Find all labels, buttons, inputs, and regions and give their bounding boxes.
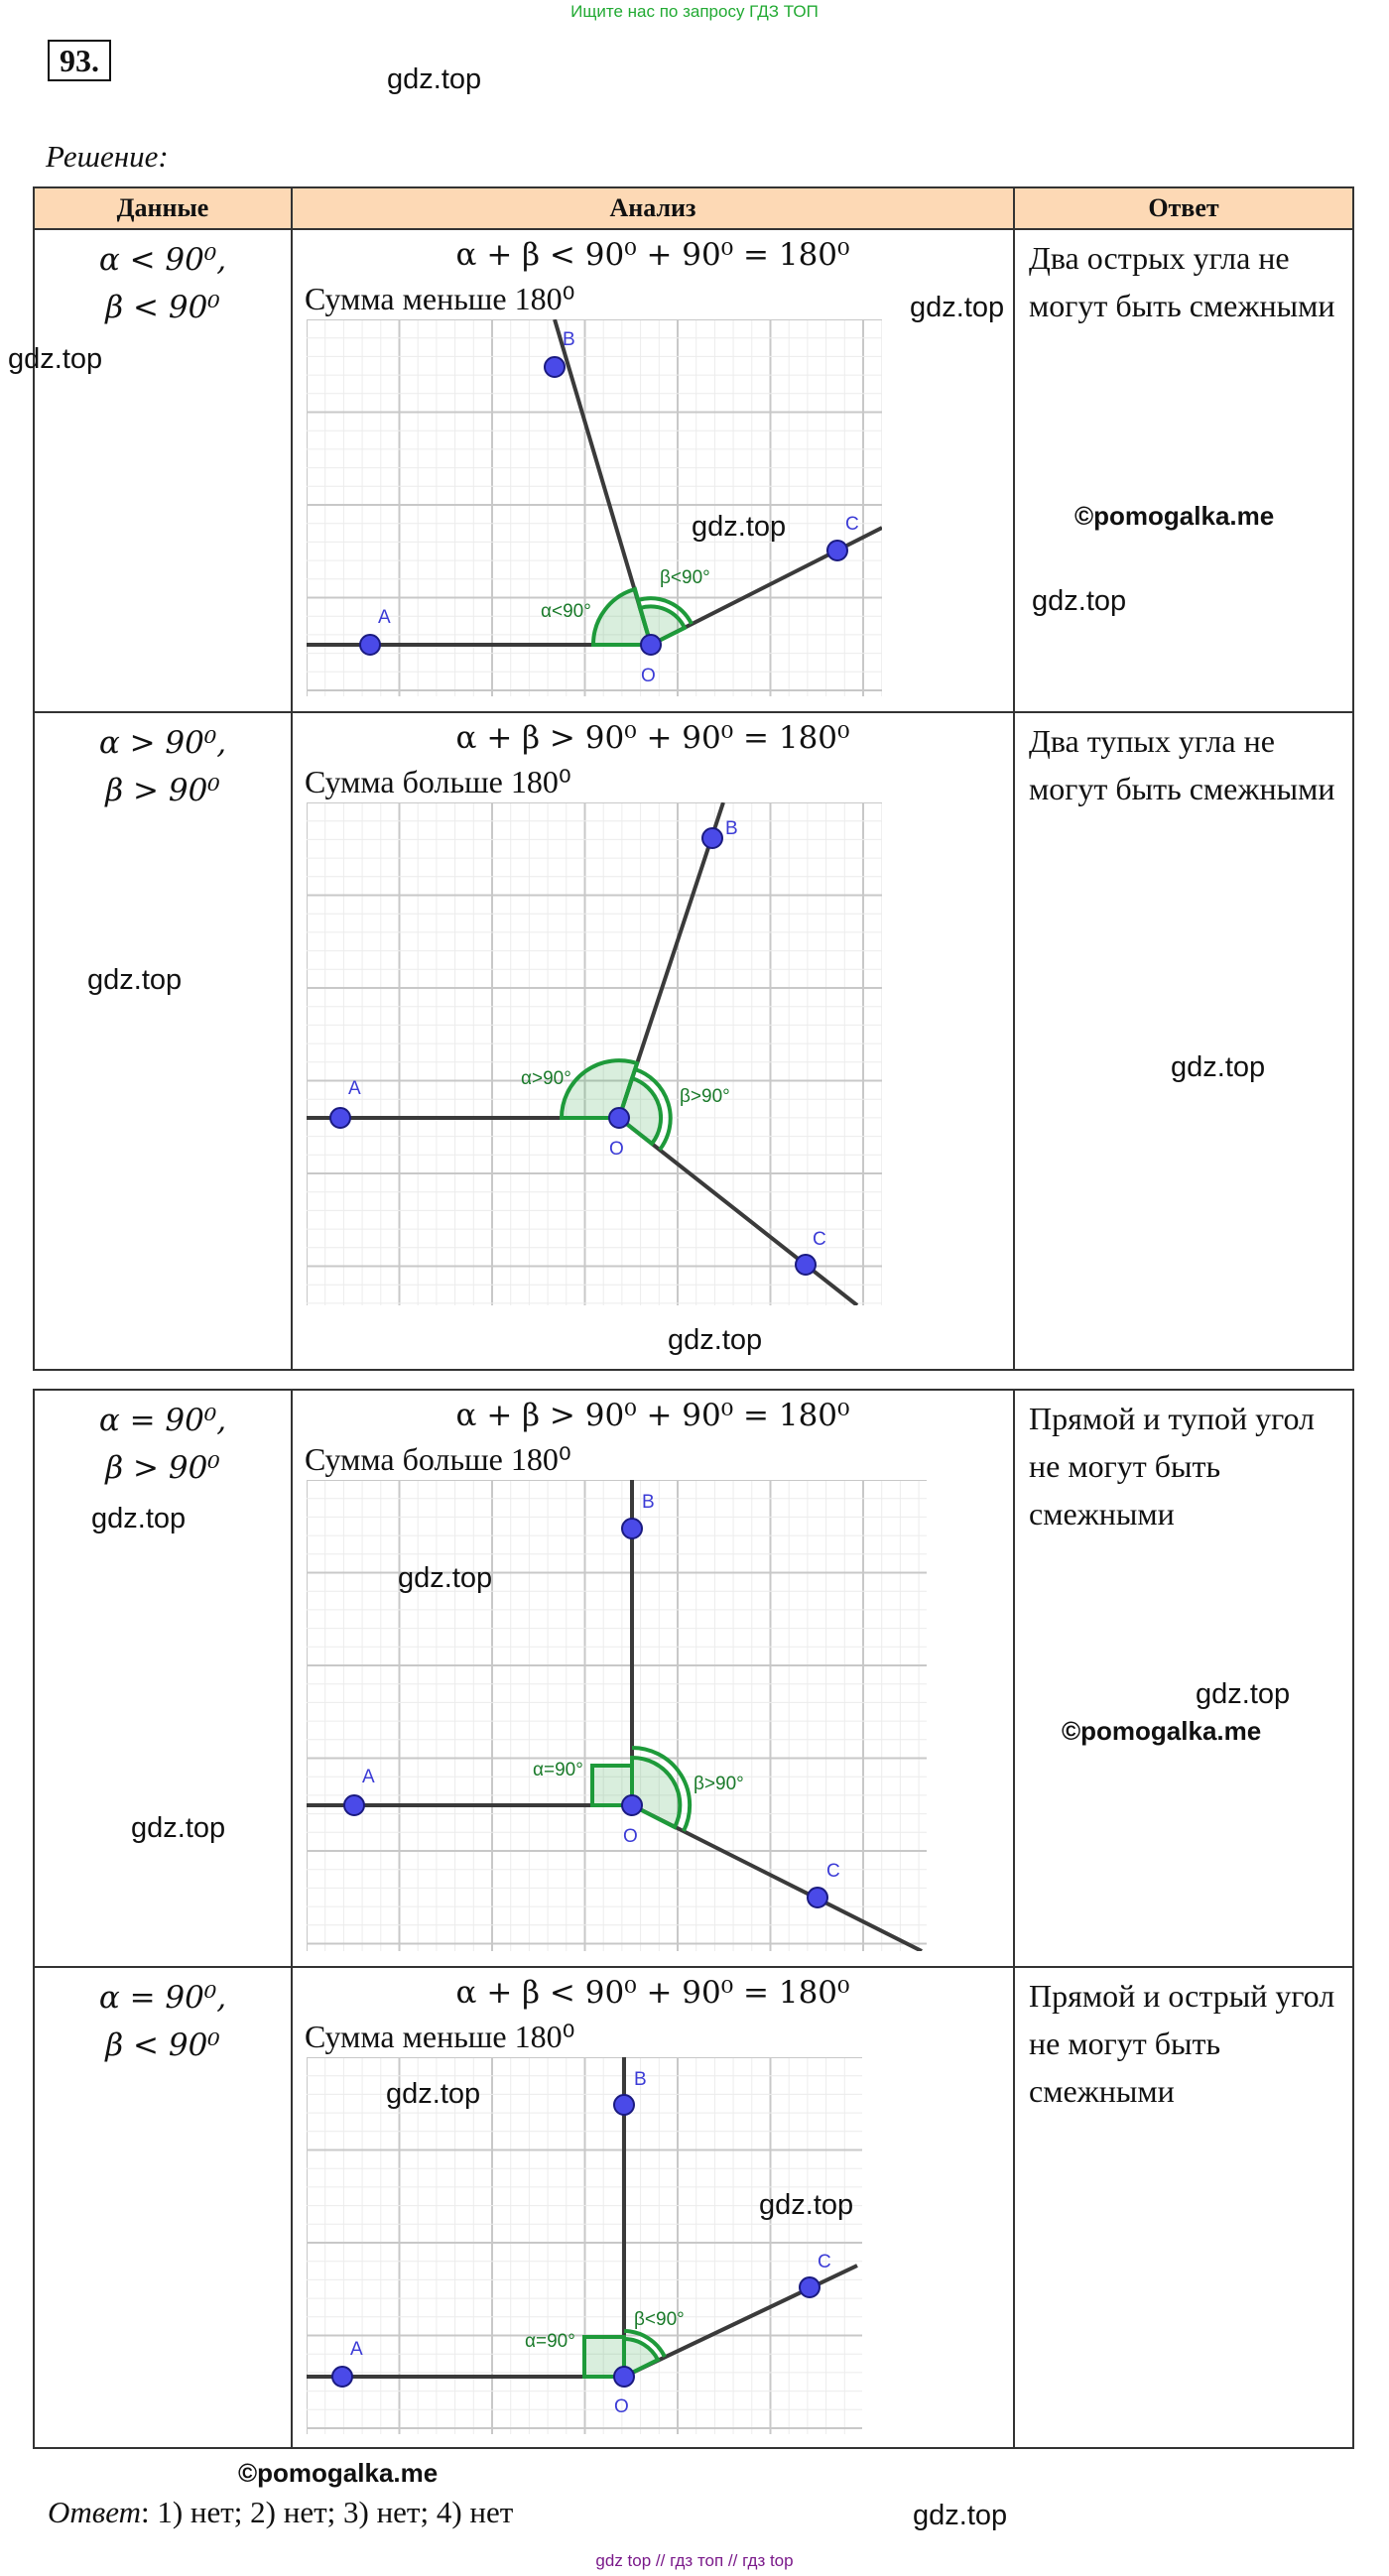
sum-text: Сумма меньше 180⁰	[305, 2019, 575, 2054]
watermark-gdz: gdz.top	[398, 1562, 493, 1594]
condition-alpha: α = 90⁰,	[98, 1403, 227, 1438]
answer-text: Два острых угла не могут быть смежными	[1029, 240, 1335, 323]
beta-label: β>90°	[694, 1774, 744, 1794]
point-b	[702, 828, 722, 848]
watermark-gdz: gdz.top	[759, 2189, 854, 2221]
watermark-gdz: gdz.top	[131, 1812, 226, 1844]
condition-beta: β > 90⁰	[105, 773, 220, 808]
angle-diagram-4	[307, 2057, 862, 2434]
answer-cell	[1014, 1967, 1353, 2448]
watermark-gdz: gdz.top	[386, 2078, 481, 2110]
point-o	[622, 1795, 642, 1815]
ray-oc	[619, 1118, 857, 1305]
sum-text: Сумма больше 180⁰	[305, 1441, 571, 1477]
grid-background	[307, 802, 882, 1305]
point-c	[808, 1888, 827, 1907]
beta-label: β>90°	[680, 1086, 730, 1107]
condition-beta: β < 90⁰	[105, 290, 220, 325]
point-o	[614, 2367, 634, 2387]
point-c	[827, 541, 847, 560]
beta-label: β<90°	[660, 567, 710, 588]
header-analysis: Анализ	[292, 187, 1014, 229]
label-b: B	[634, 2069, 647, 2090]
formula: α + β < 90⁰ + 90⁰ = 180⁰	[455, 1975, 850, 2011]
header-data: Данные	[34, 187, 292, 229]
beta-arc	[632, 1758, 680, 1827]
point-o	[641, 635, 661, 655]
formula: α + β > 90⁰ + 90⁰ = 180⁰	[455, 1398, 850, 1433]
label-o: O	[623, 1826, 638, 1847]
label-a: A	[378, 607, 391, 628]
angle-diagram-1	[307, 319, 882, 696]
answer-text: Прямой и острый угол не могут быть смежными	[1029, 1978, 1335, 2109]
answer-cell	[1014, 1390, 1353, 1967]
analysis-cell	[292, 1390, 1014, 1967]
label-a: A	[348, 1078, 361, 1099]
watermark-pomogalka: ©pomogalka.me	[238, 2458, 439, 2488]
watermark-gdz: gdz.top	[8, 343, 103, 375]
sum-text: Сумма больше 180⁰	[305, 764, 571, 799]
solution-table-2	[33, 1389, 1354, 2449]
alpha-label: α>90°	[521, 1068, 571, 1089]
point-b	[614, 2095, 634, 2115]
point-b	[622, 1519, 642, 1538]
watermark-gdz: gdz.top	[387, 63, 482, 95]
analysis-cell	[292, 229, 1014, 712]
point-o	[609, 1108, 629, 1128]
point-b	[545, 357, 565, 377]
alpha-label: α=90°	[525, 2331, 575, 2352]
label-c: C	[845, 514, 859, 535]
angle-diagram-2	[307, 802, 882, 1305]
watermark-gdz: gdz.top	[1032, 585, 1127, 617]
point-c	[800, 2277, 820, 2297]
label-a: A	[362, 1767, 375, 1787]
label-o: O	[609, 1139, 624, 1160]
condition-alpha: α < 90⁰,	[98, 242, 227, 278]
label-b: B	[725, 818, 738, 839]
answer-cell	[1014, 229, 1353, 712]
point-c	[796, 1255, 816, 1275]
sum-text: Сумма меньше 180⁰	[305, 281, 575, 316]
watermark-gdz: gdz.top	[91, 1503, 187, 1534]
watermark-gdz: gdz.top	[87, 964, 183, 996]
watermark-gdz: gdz.top	[692, 511, 787, 543]
condition-beta: β > 90⁰	[105, 1450, 220, 1486]
label-o: O	[641, 666, 656, 686]
data-cell	[34, 1390, 292, 1967]
alpha-label: α=90°	[533, 1760, 583, 1780]
watermark-gdz: gdz.top	[1196, 1678, 1291, 1710]
analysis-cell	[292, 1967, 1014, 2448]
formula: α + β < 90⁰ + 90⁰ = 180⁰	[455, 237, 850, 273]
solution-table-1	[33, 186, 1354, 1371]
data-cell	[34, 712, 292, 1370]
bottom-note: gdz top // гдз топ // гдз top	[595, 2551, 794, 2570]
condition-alpha: α = 90⁰,	[98, 1980, 227, 2016]
problem-number: 93.	[48, 40, 111, 81]
angle-diagram-3	[307, 1480, 927, 1951]
solution-label: Решение:	[46, 139, 169, 174]
label-b: B	[642, 1492, 655, 1513]
formula: α + β > 90⁰ + 90⁰ = 180⁰	[455, 720, 850, 756]
label-o: O	[614, 2396, 629, 2417]
top-note: Ищите нас по запросу ГДЗ ТОП	[570, 2, 819, 21]
watermark-pomogalka: ©pomogalka.me	[1074, 501, 1275, 531]
answer-text: Прямой и тупой угол не могут быть смежными	[1029, 1401, 1316, 1532]
watermark-gdz: gdz.top	[1171, 1051, 1266, 1083]
final-answer	[48, 2495, 513, 2530]
data-cell	[34, 229, 292, 712]
label-a: A	[350, 2339, 363, 2360]
label-b: B	[563, 329, 575, 350]
final-answer-label: Ответ	[48, 2495, 141, 2529]
final-answer-text: : 1) нет; 2) нет; 3) нет; 4) нет	[140, 2495, 514, 2529]
label-c: C	[818, 2252, 831, 2272]
point-a	[360, 635, 380, 655]
watermark-gdz: gdz.top	[668, 1324, 763, 1356]
watermark-gdz: gdz.top	[910, 292, 1005, 323]
answer-cell	[1014, 712, 1353, 1370]
point-a	[332, 2367, 352, 2387]
analysis-cell	[292, 712, 1014, 1370]
label-c: C	[826, 1861, 840, 1882]
watermark-pomogalka: ©pomogalka.me	[1062, 1716, 1262, 1746]
point-a	[330, 1108, 350, 1128]
condition-alpha: α > 90⁰,	[98, 725, 227, 761]
header-answer: Ответ	[1014, 187, 1353, 229]
label-c: C	[813, 1229, 826, 1250]
answer-text: Два тупых угла не могут быть смежными	[1029, 723, 1335, 806]
condition-beta: β < 90⁰	[105, 2027, 220, 2063]
data-cell	[34, 1967, 292, 2448]
watermark-gdz: gdz.top	[913, 2500, 1008, 2531]
point-a	[344, 1795, 364, 1815]
beta-label: β<90°	[634, 2309, 685, 2330]
alpha-label: α<90°	[541, 601, 591, 622]
